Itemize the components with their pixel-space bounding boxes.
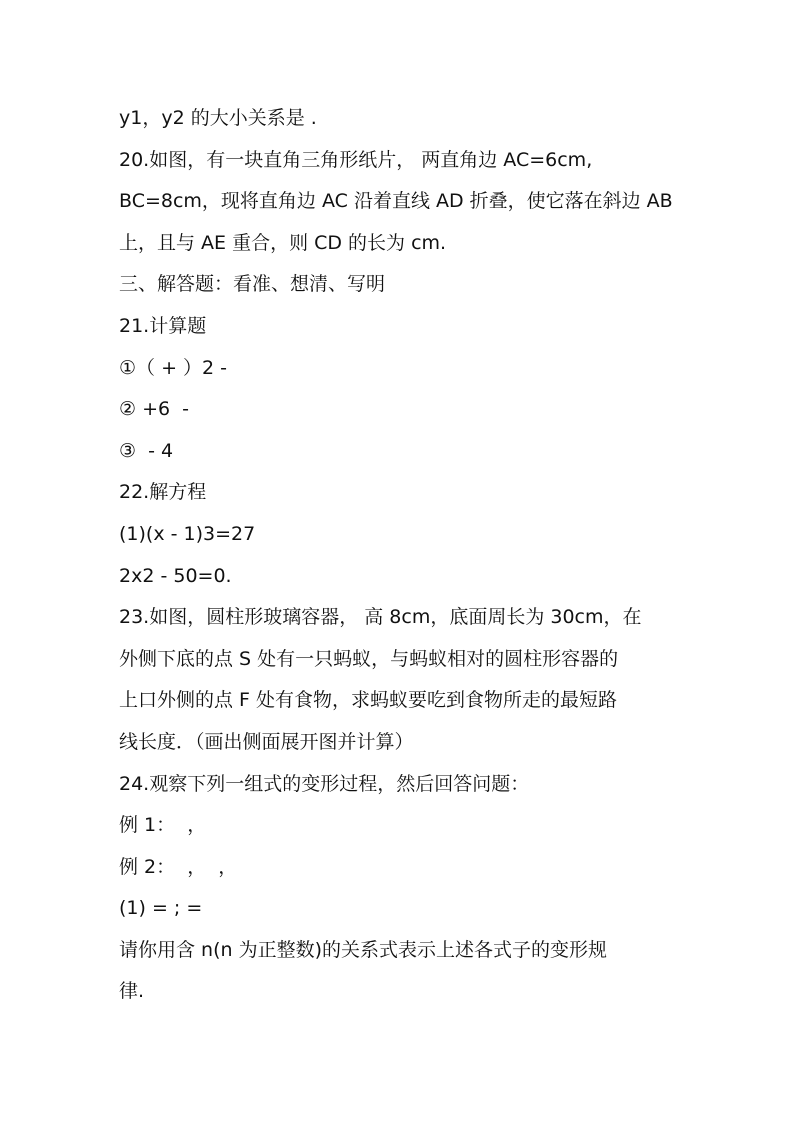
question-24-instruction-line-1: 请你用含 n(n 为正整数)的关系式表示上述各式子的变形规: [119, 938, 607, 961]
question-20-line-2: BC=8cm，现将直角边 AC 沿着直线 AD 折叠，使它落在斜边 AB: [119, 190, 673, 213]
question-22-item-2: 2x2 - 50=0.: [119, 564, 232, 587]
question-21-item-2: ② +6 -: [119, 398, 190, 421]
question-23-line-4: 线长度．（画出侧面展开图并计算）: [119, 730, 414, 753]
question-21-title: 21.计算题: [119, 314, 207, 337]
question-23-line-3: 上口外侧的点 F 处有食物，求蚂蚁要吃到食物所走的最短路: [119, 689, 618, 712]
question-21-item-1: ①（ + ）2 -: [119, 356, 228, 379]
question-21-item-3: ③ - 4: [119, 439, 174, 462]
section-heading-answers: 三、解答题：看准、想清、写明: [119, 273, 386, 296]
question-24-part-1: (1) = ; =: [119, 897, 203, 920]
question-24-example-1: 例 1： ，: [119, 814, 207, 837]
question-22-title: 22.解方程: [119, 481, 207, 504]
text-line-y1-y2-relation: y1，y2 的大小关系是 .: [119, 107, 317, 129]
question-22-item-1: (1)(x - 1)3=27: [119, 522, 256, 545]
question-24-line-1: 24.观察下列一组式的变形过程，然后回答问题：: [119, 772, 530, 795]
question-20-line-3: 上，且与 AE 重合，则 CD 的长为 cm.: [119, 231, 447, 254]
question-24-example-2: 例 2： ， ，: [119, 855, 238, 878]
question-23-line-2: 外侧下底的点 S 处有一只蚂蚁，与蚂蚁相对的圆柱形容器的: [119, 647, 619, 670]
document-body: [119, 104, 679, 1019]
question-23-line-1: 23.如图，圆柱形玻璃容器， 高 8cm，底面周长为 30cm，在: [119, 606, 642, 629]
question-20-line-1: 20.如图，有一块直角三角形纸片， 两直角边 AC=6cm,: [119, 148, 593, 171]
question-24-instruction-line-2: 律.: [119, 980, 145, 1003]
